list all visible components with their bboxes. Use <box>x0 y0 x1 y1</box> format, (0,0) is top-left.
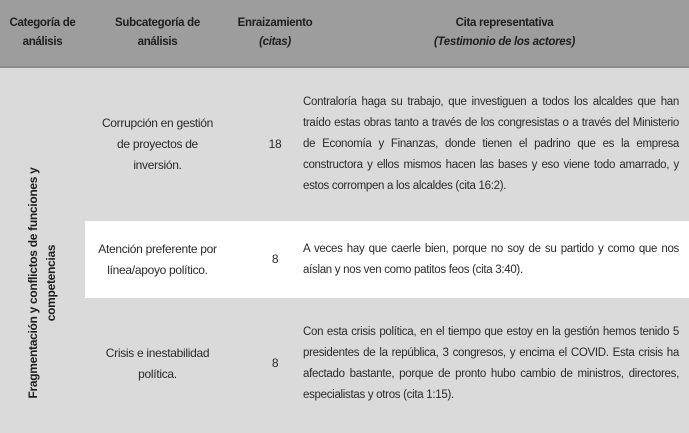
header-quote <box>320 0 689 66</box>
header-category <box>0 0 85 66</box>
subcategory-cell <box>85 68 230 221</box>
table-row <box>85 221 689 298</box>
table-header <box>0 0 689 68</box>
citations-cell: 18 <box>268 137 282 151</box>
header-quote-line2: (Testimonio de los actores) <box>433 36 575 48</box>
subcategory-text: Corrupción en gestión de proyectos de inversión. <box>101 116 214 172</box>
subcategory-text: Crisis e inestabilidad política. <box>105 345 210 381</box>
citations-cell: 8 <box>271 356 279 370</box>
category-label: Fragmentación y conflictos de funciones y competencias <box>26 167 58 399</box>
header-subcategory-line1: Subcategoría de <box>115 17 200 29</box>
subcategory-cell <box>85 221 230 298</box>
quote-text: A veces hay que caerle bien, porque no soy de su partido y como que nos aíslan y nos ven como patitos feos (cita 3:40). <box>303 242 679 276</box>
table-row <box>85 68 689 221</box>
table-row <box>85 298 689 429</box>
header-rooting <box>230 0 320 66</box>
header-subcategory-line2: análisis <box>137 36 178 48</box>
quote-cell <box>303 68 679 221</box>
header-rooting-line1: Enraizamiento <box>237 17 313 29</box>
quote-cell <box>303 221 679 298</box>
header-category-line1: Categoría de <box>9 17 76 29</box>
subcategory-text: Atención preferente por línea/apoyo político. <box>98 241 217 277</box>
subcategory-cell <box>85 298 230 429</box>
category-cell <box>0 68 85 429</box>
header-quote-line1: Cita representativa <box>455 17 554 29</box>
citations-cell: 8 <box>271 252 279 266</box>
quote-text: Contraloría haga su trabajo, que investiguen a todos los alcaldes que han traído estas obras tanto a través de los congresistas o a través del Ministerio de Economía y Finanzas, donde tienen el padrino que es la empresa constructora y ellos mismos hacen las bases y eso viene todo amarrado, y estos corrompen a los alcaldes (cita 16:2). <box>303 96 679 192</box>
quote-text: Con esta crisis política, en el tiempo que estoy en la gestión hemos tenido 5 presidentes de la república, 3 congresos, y encima el COVID. Esta crisis ha afectado bastante, porque de pronto hubo cambio de ministros, directores, especialistas y otros (cita 1:15). <box>303 325 679 401</box>
header-category-line2: análisis <box>22 36 63 48</box>
quote-cell <box>303 298 679 429</box>
header-rooting-line2: (citas) <box>259 36 291 48</box>
header-subcategory <box>85 0 230 66</box>
